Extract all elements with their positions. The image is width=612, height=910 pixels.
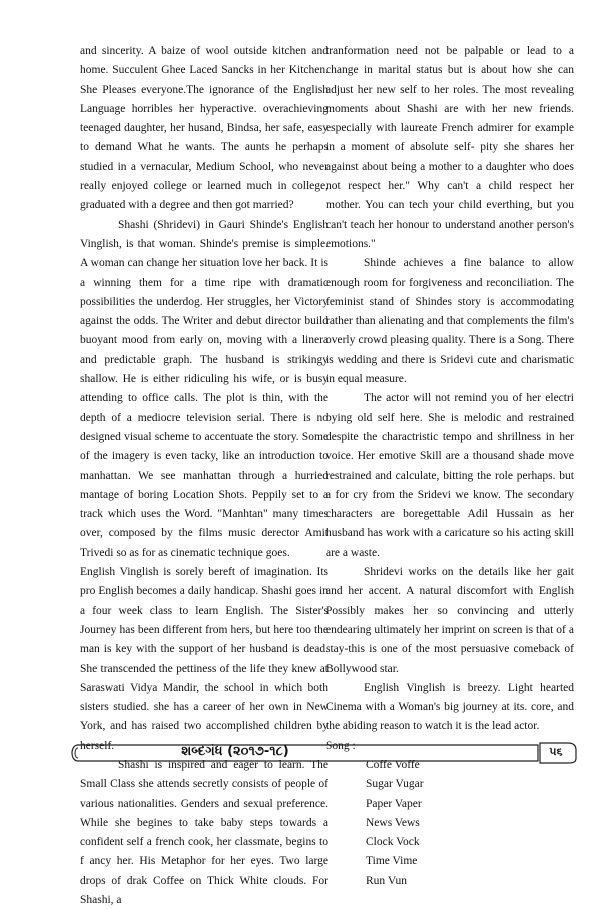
song-item: Paper Vaper [366, 797, 422, 810]
left-paragraph-2: Shashi (Shridevi) in Gauri Shinde's English Vinglish, is that woman. Shinde's premise is simple. A woman can change her situation love her back. It is a winning them for a time ripe with dramatic possibilities the underdog. Her struggles, her Victory against the odds. The Writer and debut director build buoyant mood from early on, moving with a linera and predictable graph. The husband is strikingy shallow. He is either ridiculing his wife, or is busy attending to office calls. The plot is thin, with the depth of a mediocre television serial. There is no designed visual scheme to accentuate the story. Some of the imagery is even tacky, like an introduction to manhattan. We see manhattan through a hurried mantage of boring Location Shots. Peppily set to a track which uses the Word. "Manhtan" many times over, composed by the films music derector Amit Trivedi so as for as cinematic technique goes. [80, 218, 328, 559]
song-item: Sugar Vugar [366, 778, 424, 791]
song-list [366, 756, 574, 891]
right-paragraph-3: The actor will not remind you of her electri bying old self here. She is melodic and restrained despite the charactristic tempo and shrillness in her voice. Her emotive Skill are a thousand shade move restrained and calculate, bitting the role perhaps. but a for cry from the Sridevi we know. The secondary characters are boregettable Adil Hussain as her husband has work with a caricature so his acting skill are a waste. [326, 392, 574, 559]
footer-title: શબ્દગંધ (૨૦૧૭-૧૮) [181, 744, 289, 759]
right-paragraph-4: Shridevi works on the details like her gait and her accent. A natural discomfort with English Possibly makes her so convincing and utterly endearing ultimately her imprint on screen is that of a stay-this is one of the most persuasive comeback of Bollywood star. [326, 566, 574, 675]
page-number: ૫૬ [549, 745, 563, 758]
left-paragraph-1: and sincerity. A baize of wool outside kitchen and home. Succulent Ghee Laced Sancks in her Kitchen. She Pleases everyone.The ignorance of the English Language horribles her hyperactive. overachieving teenaged daughter, her husand, Bindsa, her safe, easy to demand What he wants. The aunts he perhaps studied in a vernacular, Medium School, who never really enjoyed college or learned much in college, graduated with a degree and then got married? [80, 45, 328, 212]
song-heading: Song : [326, 739, 356, 752]
right-paragraph-2: Shinde achieves a fine balance to allow enough room for forgiveness and reconciliation. The feminist stand of Shindes story is accommodating rather than alienating and that complements the film's overly crowd pleasing quality. There is a Song. There is wedding and there is Sridevi cute and charismatic in equal measure. [326, 257, 574, 386]
song-item: Coffe Voffe [366, 758, 420, 771]
song-item: News Vews [366, 816, 420, 829]
song-item: Clock Vock [366, 836, 420, 849]
song-item: Time Vime [366, 855, 418, 868]
left-paragraph-3: English Vinglish is sorely bereft of imagination. Its pro English becomes a daily handicap. Shashi goes in a four week class to learn English. The Sister's Journey has been different from hers, but here too the man is key with the support of her husband is dead. She transcended the pettiness of the life they knew at Saraswati Vidya Mandir, the school in which both sisters studied. she has a career of her own in New York, and has raised two accomplished children by herself. [80, 566, 328, 752]
right-paragraph-1: tranformation need not be palpable or lead to a change in marital status but is about how she can adjust her new self to her roles. The most revealing moments about Shashi are with her new friends. especially with laureate French admirer for example in a moment of absolute self- pity she shares her against about being a mother to a daughter who does not respect her." Why can't a child respect her mother. You can tech your child everthing, but you can't teach her honour to understand another person's emotions." [326, 45, 574, 250]
song-item: Run Vun [366, 874, 407, 887]
left-column [80, 42, 328, 910]
right-paragraph-5: English Vinglish is breezy. Light hearted Cinema with a Woman's big journey at its. core, and the abiding reason to watch it is the lead actor. [326, 681, 574, 733]
left-paragraph-4: Shashi is inspired and eager to learn. The Small Class she attends secretly consists of people of various nationalities. Genders and sexual preference. While she begines to take baby steps towards a confident self a french cook, her classmate, begins to f ancy her. His Metaphor for her eyes. Two large drops of drak Coffee on Thick White clouds. For Shashi, a [80, 758, 328, 907]
